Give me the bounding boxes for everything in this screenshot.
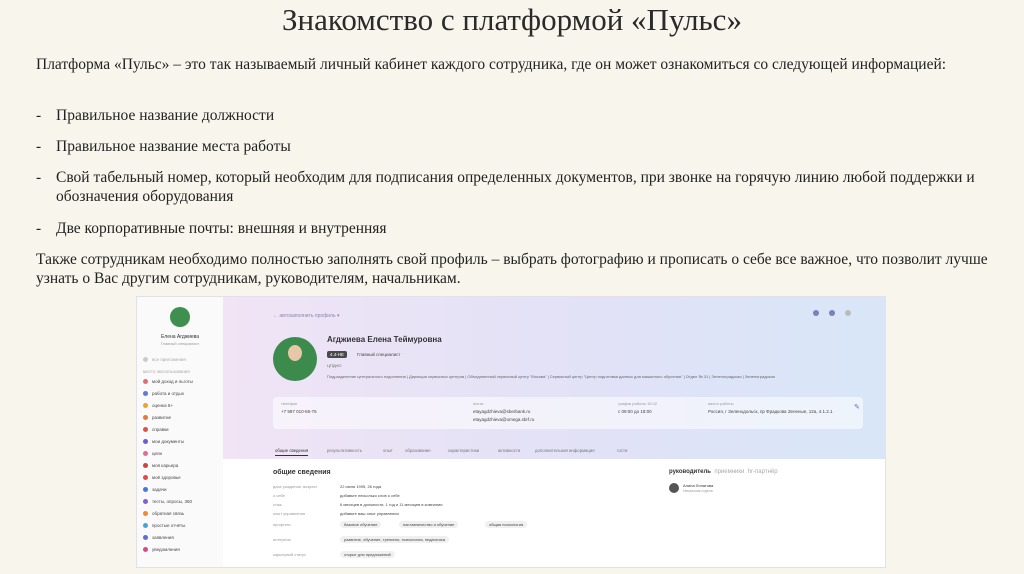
outro-text: Также сотрудникам необходимо полностью заполнять свой профиль – выбрать фотографию и прописать о себе все важное, что позволит лучше узнать о Вас другим сотрудникам, руководителям, начальникам. <box>36 251 988 287</box>
wallet-icon <box>143 379 148 384</box>
sidebar-user-name: Елена Агджиева <box>160 334 200 340</box>
profile-tabs <box>223 445 885 459</box>
tab-education[interactable]: образование <box>405 448 431 453</box>
sidebar-item[interactable] <box>143 391 221 399</box>
check-icon <box>143 487 148 492</box>
sidebar-item-label: оценка 5+ <box>152 403 173 408</box>
slide-title: Знакомство с платформой «Пульс» <box>282 2 742 37</box>
sidebar-item-label: мои документы <box>152 439 185 444</box>
menu-icon[interactable] <box>845 310 851 316</box>
grid-icon <box>143 357 148 362</box>
sidebar-item-label: заявления <box>152 535 174 540</box>
report-icon <box>143 523 148 528</box>
place-label: место работы <box>708 401 734 406</box>
sidebar-section-label: место экспользования <box>143 369 190 374</box>
bullet-marker: - <box>36 220 42 237</box>
sidebar-item-label: уведомления <box>152 547 180 552</box>
folder-icon <box>143 439 148 444</box>
sidebar-item-all-apps[interactable]: все приложения <box>143 357 221 365</box>
ladder-icon <box>143 463 148 468</box>
growth-icon <box>143 415 148 420</box>
sidebar-item[interactable] <box>143 379 221 387</box>
avatar[interactable] <box>170 307 190 327</box>
edit-icon[interactable]: ✎ <box>854 404 860 411</box>
document-icon <box>143 427 148 432</box>
sidebar-item[interactable] <box>143 463 221 471</box>
sidebar-item-label: моё здоровье <box>152 475 181 480</box>
tab-experience[interactable]: опыт <box>383 448 393 453</box>
sidebar-item-label: цели <box>152 451 163 456</box>
mail-external[interactable]: etayagdzhieva@sberbank.ru <box>473 409 531 414</box>
bell-icon <box>143 547 148 552</box>
sidebar-item-label: работа и отдых <box>152 391 184 396</box>
sidebar-item[interactable] <box>143 535 221 543</box>
bullet-marker: - <box>36 169 42 186</box>
mail-internal[interactable]: etayagdzhieva@omega.sbrf.ru <box>473 417 535 422</box>
profile-photo[interactable] <box>273 337 317 381</box>
profile-header <box>223 297 885 459</box>
tab-activities[interactable]: активности <box>498 448 521 453</box>
tab-guests[interactable]: гости <box>617 448 628 453</box>
sidebar-item[interactable] <box>143 523 221 531</box>
sidebar-item-label: простые отчёты <box>152 523 186 528</box>
profile-org-path: Подразделение центрального подчинения | Дирекция сервисных центров | Объединенный сервисный центр "Москва" | Сервисный центр "Центр подготовки данных для машинного обучения" | Отдел № 31 | Зеленоградская | Зеленоградская <box>327 374 775 379</box>
sidebar-user-role: Главный специалист <box>160 341 200 346</box>
contact-card <box>273 397 863 429</box>
sidebar-item[interactable] <box>143 511 221 519</box>
profile-department: ЦПДНО <box>327 363 342 368</box>
sidebar-item-label: обратная связь <box>152 511 185 516</box>
sidebar-item-label: справки <box>152 427 169 432</box>
bullet-marker: - <box>36 138 42 155</box>
sidebar <box>137 297 224 567</box>
bullet-text: Правильное название места работы <box>56 138 291 155</box>
mail-label: почта <box>473 401 484 406</box>
manager-name[interactable]: Алина Лопатова <box>683 483 714 488</box>
tab-general[interactable]: общие сведения <box>275 448 308 456</box>
chat-icon <box>143 511 148 516</box>
sidebar-item-label: задачи <box>152 487 167 492</box>
phone-label: телефон <box>281 401 298 406</box>
intro-text: Платформа «Пульс» – это так называемый личный кабинет каждого сотрудника, где он может ознакомиться со следующей информацией: <box>36 56 947 73</box>
schedule-label: график работы 15.02 <box>618 401 657 406</box>
tab-hr-partner[interactable]: hr-партнёр <box>747 469 778 475</box>
bullet-text: Две корпоративные почты: внешняя и внутренняя <box>56 220 387 237</box>
sidebar-item[interactable] <box>143 547 221 555</box>
sidebar-item[interactable] <box>143 475 221 483</box>
status-chip[interactable]: открыт для предложений <box>340 551 395 558</box>
bullet-text: Свой табельный номер, который необходим для подписания определенных документов, при звонке на горячую линию любой поддержки и обозначения оборудования <box>56 169 975 205</box>
tab-manager[interactable]: руководитель <box>669 469 711 475</box>
sidebar-item[interactable] <box>143 439 221 447</box>
sidebar-item[interactable] <box>143 499 221 507</box>
schedule-value: с 09:00 до 18:00 <box>618 409 652 414</box>
skill-chip[interactable]: наставничество и обучение <box>399 521 458 528</box>
profile-body: общие сведения дата рождения, возраст 22 июля 1995, 26 года о себе добавьте несколько слов о себе стаж 6 месяцев в должности, 1 год и 11 месяцев в компании опыт управления добавьте ваш опыт управления профтеги интересы карьерный статус базовое обучение наставничество и обучение общая психология развитие, обучение, тренинги, психология, педагогика открыт для предложений руководитель приемники hr-партнёр Алина Лопатова Начальник отдела <box>223 459 885 567</box>
star-icon <box>143 403 148 408</box>
manager-avatar[interactable] <box>669 483 679 493</box>
sidebar-item[interactable] <box>143 451 221 459</box>
quiz-icon <box>143 499 148 504</box>
target-icon <box>143 451 148 456</box>
sidebar-item[interactable] <box>143 415 221 423</box>
settings-icon[interactable] <box>813 310 819 316</box>
bullet-text: Правильное название должности <box>56 107 275 124</box>
phone-value[interactable]: +7 987 010-56-76 <box>281 409 317 414</box>
right-panel-tabs <box>669 469 778 475</box>
manager-role: Начальник отдела <box>683 489 713 493</box>
sidebar-item-label: моя карьера <box>152 463 179 468</box>
breadcrumb[interactable]: ← автозаполнить профиль ▾ <box>273 313 340 319</box>
sidebar-item-label: мой доход и льготы <box>152 379 193 384</box>
sidebar-item[interactable] <box>143 487 221 495</box>
pulse-profile-screenshot <box>136 296 886 568</box>
heart-icon <box>143 475 148 480</box>
tab-successors[interactable]: приемники <box>714 469 745 475</box>
notification-icon[interactable] <box>829 310 835 316</box>
tab-characteristics[interactable]: характеристики <box>448 448 480 453</box>
interest-chip[interactable]: развитие, обучение, тренинги, психология, педагогика <box>340 536 449 543</box>
section-title: общие сведения <box>273 469 331 476</box>
briefcase-icon <box>143 391 148 396</box>
sidebar-item[interactable] <box>143 403 221 411</box>
place-value: Россия, г Зеленодольск, пр Фрадкова Зеленые, 12а, 4.1.2.1 <box>708 409 833 414</box>
sidebar-item-label: тесты, опросы, 360 <box>152 499 192 504</box>
grade-badge: 4.4-НЕ <box>327 351 347 358</box>
tab-performance[interactable]: результативность <box>327 448 363 453</box>
sidebar-item-label: развитие <box>152 415 171 420</box>
skill-chip[interactable]: базовое обучение <box>340 521 381 528</box>
skill-chip[interactable]: общая психология <box>485 521 527 528</box>
profile-name: Агджиева Елена Теймуровна <box>327 335 442 344</box>
tab-additional-info[interactable]: дополнительная информация <box>535 448 595 453</box>
profile-position: Главный специалист <box>357 352 401 357</box>
pen-icon <box>143 535 148 540</box>
sidebar-item[interactable] <box>143 427 221 435</box>
bullet-marker: - <box>36 107 42 124</box>
